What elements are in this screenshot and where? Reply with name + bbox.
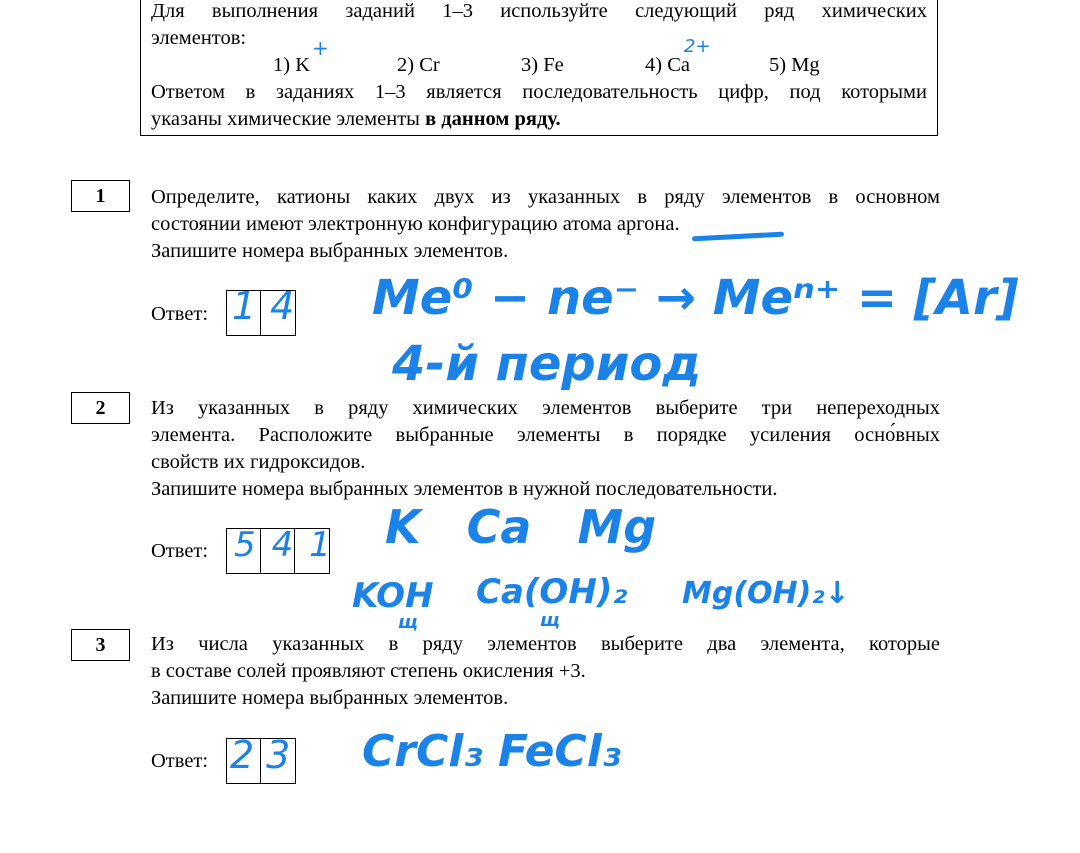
- element-item: 4) Ca: [645, 54, 690, 76]
- question-number: 2: [71, 392, 130, 424]
- question-line: Из числа указанных в ряду элементов выберите два элемента, которые: [151, 633, 940, 655]
- question-number: 1: [71, 180, 130, 212]
- handwritten-koh: KOH: [352, 576, 434, 616]
- question-number: 3: [71, 629, 130, 661]
- question-line: Определите, катионы каких двух из указанных в ряду элементов в основном: [151, 186, 940, 208]
- question-line: Из указанных в ряду химических элементов выберите три непереходных: [151, 397, 940, 419]
- question-2-text: [151, 395, 940, 503]
- handwritten-elements: K Ca Mg: [385, 500, 657, 554]
- element-series: [151, 52, 927, 79]
- handwritten-answer-1: 14: [232, 284, 309, 328]
- answer-label: Ответ:: [151, 540, 209, 562]
- element-item: 2) Cr: [397, 54, 440, 76]
- question-1-text: [151, 184, 940, 265]
- element-item: 1) K: [273, 54, 311, 76]
- element-item: 3) Fe: [521, 54, 564, 76]
- handwritten-note: щ: [398, 612, 418, 633]
- handwritten-caoh: Ca(OH)₂: [476, 572, 628, 612]
- intro-bold-text: в данном ряду.: [425, 108, 561, 130]
- element-item: 5) Mg: [769, 54, 820, 76]
- handwritten-mgoh: Mg(OH)₂↓: [682, 576, 850, 611]
- handwritten-period: 4-й период: [392, 336, 702, 392]
- question-line: Запишите номера выбранных элементов.: [151, 240, 509, 262]
- question-line: состоянии имеют электронную конфигурацию атома аргона.: [151, 213, 680, 235]
- handwritten-ca-charge: 2+: [684, 36, 711, 57]
- intro-line: Для выполнения заданий 1–3 используйте следующий ряд химических: [151, 0, 927, 22]
- instructions-box: [140, 0, 938, 136]
- handwritten-salts: CrCl₃ FeCl₃: [362, 726, 622, 777]
- question-line: элемента. Расположите выбранные элементы в порядке усиления осно́вных: [151, 424, 940, 446]
- handwritten-k-charge: +: [312, 36, 329, 60]
- answer-label: Ответ:: [151, 303, 209, 325]
- intro-line: [151, 106, 927, 133]
- question-line: свойств их гидроксидов.: [151, 451, 366, 473]
- intro-line: элементов:: [151, 27, 247, 49]
- question-3-text: [151, 631, 940, 712]
- handwritten-answer-2: 541: [234, 525, 347, 565]
- question-line: Запишите номера выбранных элементов.: [151, 687, 509, 709]
- intro-line: Ответом в заданиях 1–3 является последовательность цифр, под которыми: [151, 81, 927, 103]
- handwritten-formula: Me⁰ − ne⁻ → Meⁿ⁺ = [Ar]: [372, 270, 1019, 326]
- handwritten-note: щ: [540, 610, 560, 631]
- answer-label: Ответ:: [151, 750, 209, 772]
- handwritten-answer-3: 23: [230, 733, 303, 777]
- question-line: в составе солей проявляют степень окисления +3.: [151, 660, 586, 682]
- question-line: Запишите номера выбранных элементов в нужной последовательности.: [151, 478, 778, 500]
- intro-text: указаны химические элементы: [151, 108, 426, 130]
